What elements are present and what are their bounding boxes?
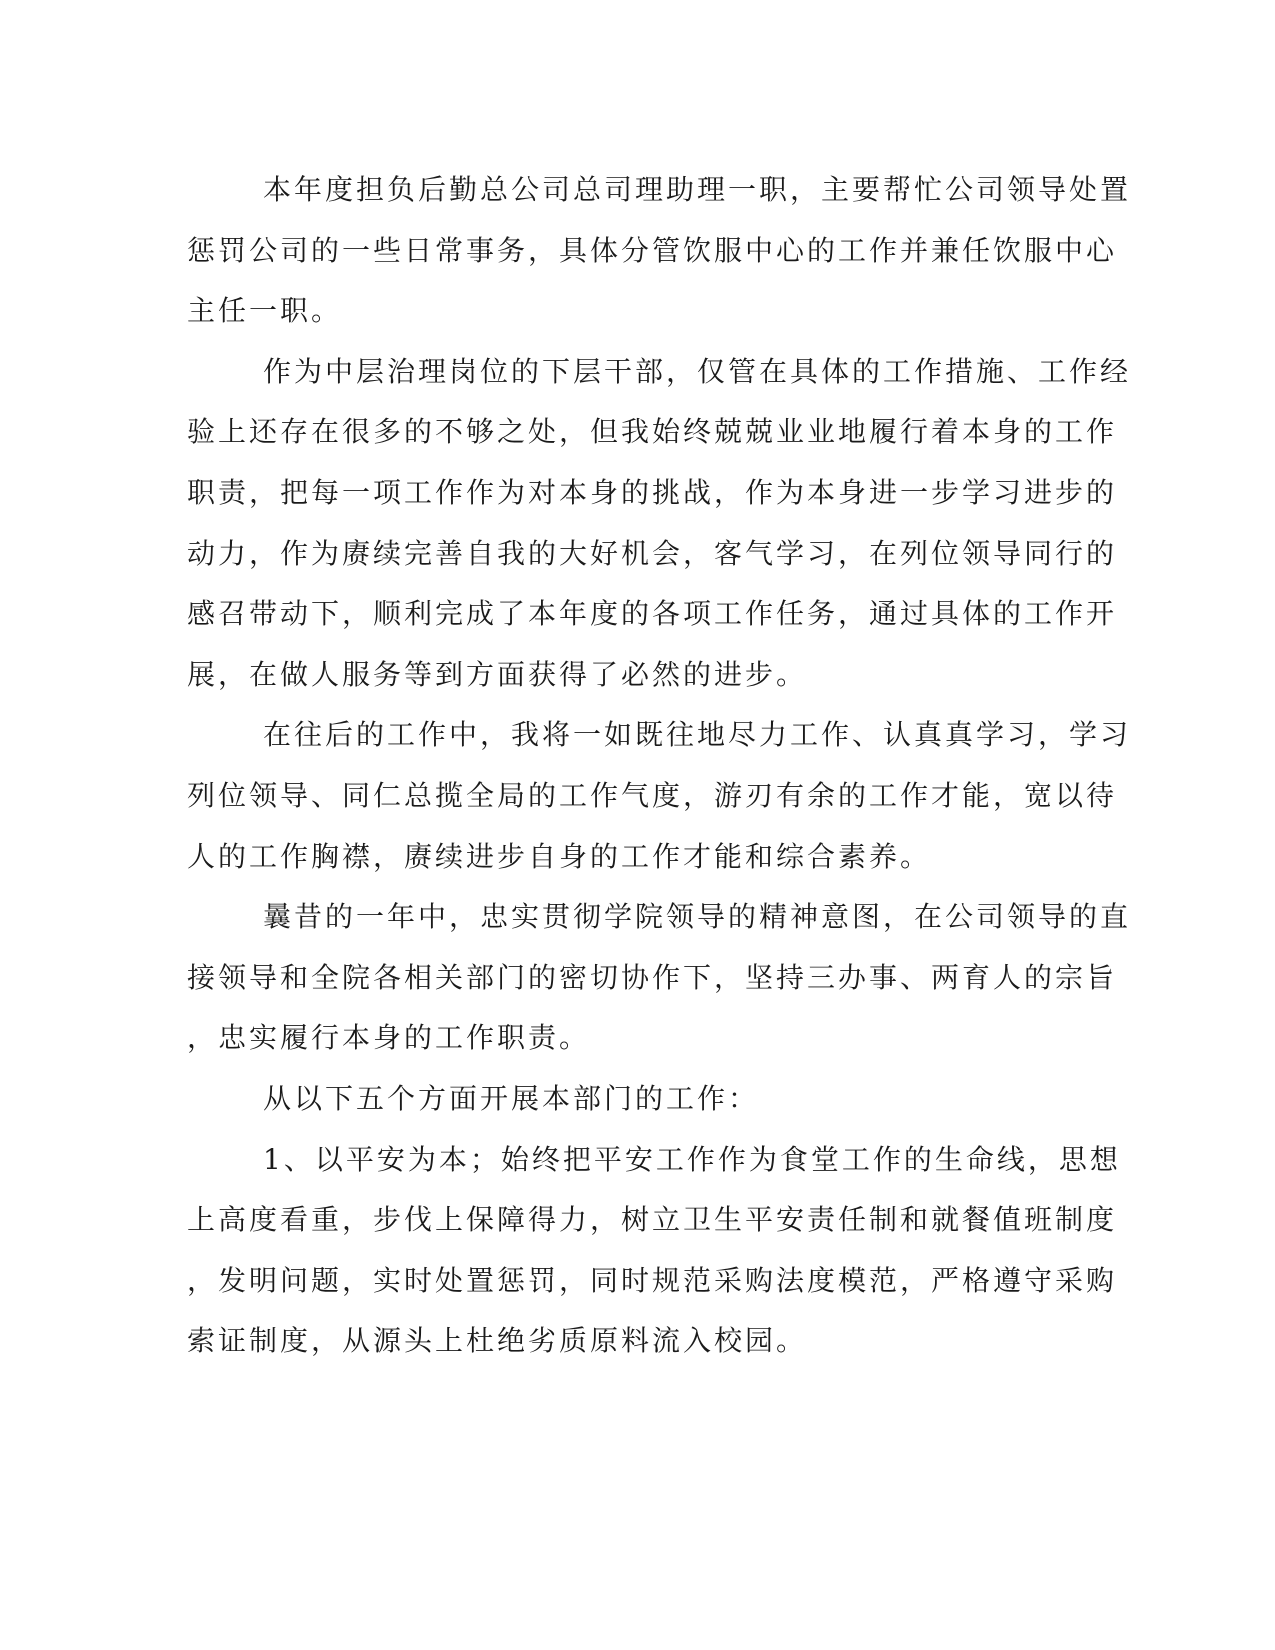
text-line: 本年度担负后勤总公司总司理助理一职，主要帮忙公司领导处置 bbox=[263, 173, 1132, 206]
document-body bbox=[187, 160, 1132, 1372]
paragraph-5 bbox=[187, 1069, 1067, 1130]
paragraph-2 bbox=[187, 342, 1132, 706]
text-line: 索证制度，从源头上杜绝劣质原料流入校园。 bbox=[187, 1324, 808, 1358]
text-line: 从以下五个方面开展本部门的工作： bbox=[263, 1081, 760, 1115]
paragraph-4 bbox=[187, 887, 1132, 1069]
paragraph-3 bbox=[187, 705, 1132, 887]
text-line: 1、以平安为本；始终把平安工作作为食堂工作的生命线，思想 bbox=[263, 1142, 1121, 1176]
text-line: 主任一职。 bbox=[187, 294, 343, 328]
text-line: 人的工作胸襟，赓续进步自身的工作才能和综合素养。 bbox=[187, 839, 932, 873]
text-line: 列位领导、同仁总揽全局的工作气度，游刃有余的工作才能，宽以待 bbox=[187, 778, 1118, 812]
text-line: ，发明问题，实时处置惩罚，同时规范采购法度模范，严格遵守采购 bbox=[187, 1263, 1118, 1297]
text-line: 验上还存在很多的不够之处，但我始终兢兢业业地履行着本身的工作 bbox=[187, 415, 1118, 449]
text-line: 感召带动下，顺利完成了本年度的各项工作任务，通过具体的工作开 bbox=[187, 597, 1118, 631]
text-line: 上高度看重，步伐上保障得力，树立卫生平安责任制和就餐值班制度 bbox=[187, 1203, 1118, 1237]
text-line: 接领导和全院各相关部门的密切协作下，坚持三办事、两育人的宗旨 bbox=[187, 960, 1118, 994]
text-line: 惩罚公司的一些日常事务，具体分管饮服中心的工作并兼任饮服中心 bbox=[187, 233, 1118, 267]
text-line: 动力，作为赓续完善自我的大好机会，客气学习，在列位领导同行的 bbox=[187, 536, 1118, 570]
text-line: ，忠实履行本身的工作职责。 bbox=[187, 1021, 591, 1055]
paragraph-6 bbox=[187, 1130, 1121, 1372]
text-line: 作为中层治理岗位的下层干部，仅管在具体的工作措施、工作经 bbox=[263, 354, 1132, 388]
text-line: 职责，把每一项工作作为对本身的挑战，作为本身进一步学习进步的 bbox=[187, 475, 1118, 509]
paragraph-1 bbox=[187, 160, 1132, 342]
text-line: 曩昔的一年中，忠实贯彻学院领导的精神意图，在公司领导的直 bbox=[263, 900, 1132, 934]
text-line: 在往后的工作中，我将一如既往地尽力工作、认真真学习，学习 bbox=[263, 718, 1132, 752]
text-line: 展，在做人服务等到方面获得了必然的进步。 bbox=[187, 657, 808, 691]
